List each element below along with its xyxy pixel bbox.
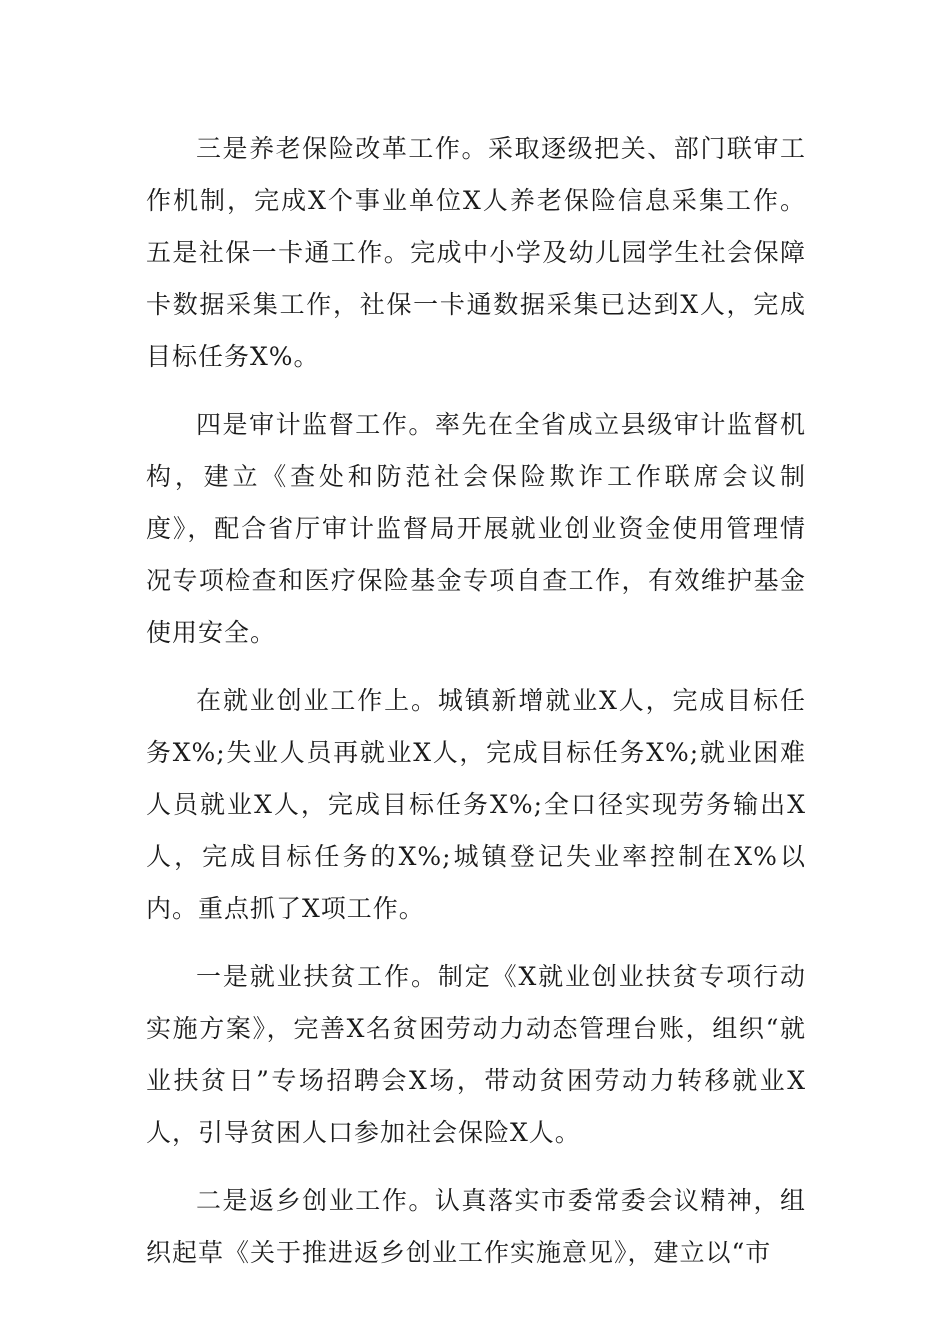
paragraph-pension-reform: 三是养老保险改革工作。采取逐级把关、部门联审工作机制，完成X个事业单位X人养老保险信息采集工作。五是社保一卡通工作。完成中小学及幼儿园学生社会保障卡数据采集工作，社保一卡通数据采集已达到X人，完成目标任务X%。 xyxy=(146,134,806,371)
paragraph-poverty-alleviation: 一是就业扶贫工作。制定《X就业创业扶贫专项行动实施方案》，完善X名贫困劳动力动态管理台账，组织“就业扶贫日”专场招聘会X场，带动贫困劳动力转移就业X人，引导贫困人口参加社会保险X人。 xyxy=(146,962,806,1147)
document-body xyxy=(146,123,806,1295)
paragraph-employment: 在就业创业工作上。城镇新增就业X人，完成目标任务X%;失业人员再就业X人，完成目标任务X%;就业困难人员就业X人，完成目标任务X%;全口径实现劳务输出X人，完成目标任务的X%;城镇登记失业率控制在X%以内。重点抓了X项工作。 xyxy=(146,686,806,923)
paragraph-audit-supervision: 四是审计监督工作。率先在全省成立县级审计监督机构，建立《查处和防范社会保险欺诈工作联席会议制度》，配合省厅审计监督局开展就业创业资金使用管理情况专项检查和医疗保险基金专项自查工作，有效维护基金使用安全。 xyxy=(146,410,806,647)
paragraph-return-entrepreneurship: 二是返乡创业工作。认真落实市委常委会议精神，组织起草《关于推进返乡创业工作实施意见》，建立以“市 xyxy=(146,1186,806,1267)
